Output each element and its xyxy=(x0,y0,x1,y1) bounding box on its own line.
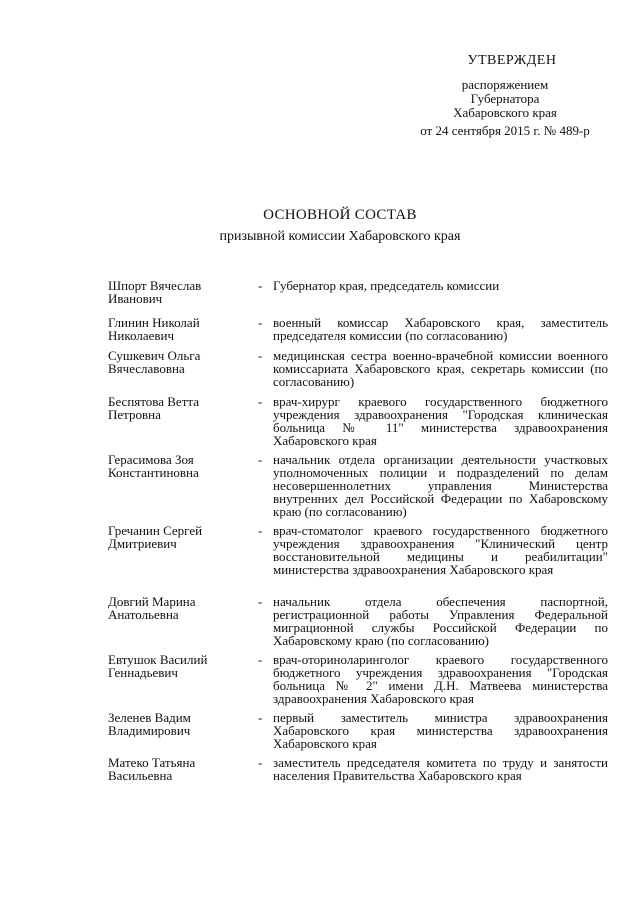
approval-line-2: Губернатора xyxy=(470,91,540,106)
member-name: Зеленев Вадим Владимирович xyxy=(108,710,191,738)
member-dash: - xyxy=(258,710,263,725)
title-block xyxy=(0,206,640,246)
member-name: Матеко Татьяна Васильевна xyxy=(108,755,196,783)
member-role: врач-стоматолог краевого государственного бюджетного учреждения здравоохранения "Клинический центр восстановительной медицины и реабилитации" министерства здравоохранения Хабаровского края xyxy=(273,523,608,577)
member-row xyxy=(108,453,608,524)
members-list xyxy=(108,279,608,802)
member-row xyxy=(108,653,608,711)
member-dash: - xyxy=(258,652,263,667)
approval-block xyxy=(395,54,615,138)
member-name: Гречанин Сергей Дмитриевич xyxy=(108,523,203,551)
member-role: медицинская сестра военно-врачебной комиссии военного комиссариата Хабаровского края, секретарь комиссии (по согласованию) xyxy=(273,348,608,389)
approval-line-3: Хабаровского края xyxy=(453,105,557,120)
member-role: врач-хирург краевого государственного бюджетного учреждения здравоохранения "Городская клиническая больница № 11" министерства здравоохранения Хабаровского края xyxy=(273,394,608,448)
member-dash: - xyxy=(258,594,263,609)
approval-date: от 24 сентября 2015 г. № 489-р xyxy=(420,123,590,138)
member-name: Глинин Николай Николаевич xyxy=(108,315,200,343)
member-role: начальник отдела обеспечения паспортной, регистрационной работы Управления Федеральной миграционной службы Российской Федерации по Хабаровскому краю (по согласованию) xyxy=(273,594,608,648)
member-role: начальник отдела организации деятельности участковых уполномоченных полиции и подразделений по делам несовершеннолетних управления Министерства внутренних дел Российской Федерации по Хабаровскому краю (по согласованию) xyxy=(273,452,608,519)
document-title: ОСНОВНОЙ СОСТАВ xyxy=(263,207,417,223)
member-role: заместитель председателя комитета по труду и занятости населения Правительства Хабаровского края xyxy=(273,755,608,783)
member-row xyxy=(108,711,608,756)
member-row xyxy=(108,395,608,453)
member-dash: - xyxy=(258,315,263,330)
member-dash: - xyxy=(258,394,263,409)
document-subtitle: призывной комиссии Хабаровского края xyxy=(219,229,461,244)
member-row xyxy=(108,595,608,653)
member-name: Герасимова Зоя Константиновна xyxy=(108,452,199,480)
member-row xyxy=(108,524,608,595)
member-role: Губернатор края, председатель комиссии xyxy=(273,278,500,293)
member-row xyxy=(108,316,608,349)
approval-line-1: распоряжением xyxy=(461,77,549,92)
member-dash: - xyxy=(258,523,263,538)
member-dash: - xyxy=(258,452,263,467)
member-name: Шпорт Вячеслав Иванович xyxy=(108,278,202,306)
member-name: Евтушок Василий Геннадьевич xyxy=(108,652,208,680)
member-role: первый заместитель министра здравоохранения Хабаровского края министерства здравоохранения Хабаровского края xyxy=(273,710,608,751)
member-row xyxy=(108,349,608,395)
member-name: Беспятова Ветта Петровна xyxy=(108,394,199,422)
member-name: Довгий Марина Анатольевна xyxy=(108,594,196,622)
member-dash: - xyxy=(258,755,263,770)
approval-heading: УТВЕРЖДЕН xyxy=(467,53,557,68)
member-row xyxy=(108,756,608,802)
member-name: Сушкевич Ольга Вячеславовна xyxy=(108,348,201,376)
member-role: врач-оториноларинголог краевого государственного бюджетного учреждения здравоохранения "Городская больница № 2" имени Д.Н. Матвеева министерства здравоохранения Хабаровского края xyxy=(273,652,608,706)
member-dash: - xyxy=(258,348,263,363)
member-role: военный комиссар Хабаровского края, заместитель председателя комиссии (по согласованию) xyxy=(273,315,608,343)
member-dash: - xyxy=(258,278,263,293)
member-row xyxy=(108,279,608,316)
